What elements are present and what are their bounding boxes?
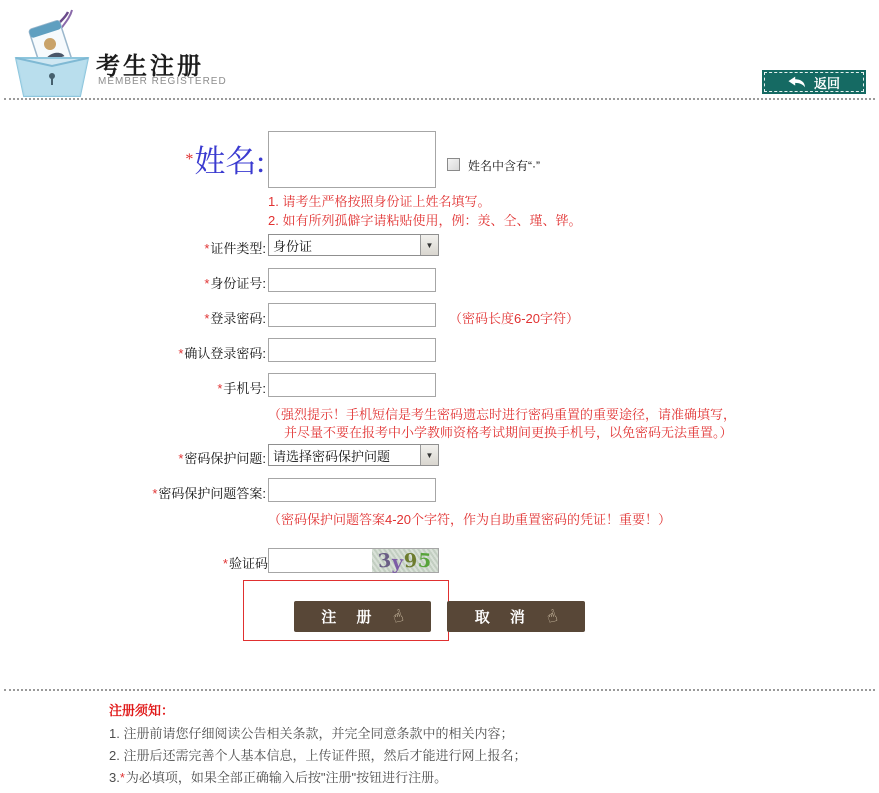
protect-question-selected-value: 请选择密码保护问题	[273, 448, 391, 464]
page-title: 考生注册	[96, 53, 204, 80]
back-button-label: 返回	[813, 75, 840, 91]
id-number-input[interactable]	[268, 268, 436, 292]
name-label: *姓名:	[185, 144, 265, 179]
required-asterisk: *	[204, 276, 210, 291]
required-asterisk: *	[217, 381, 223, 396]
ballot-box-logo-icon	[6, 6, 98, 98]
name-note-2: 2. 如有所列孤僻字请粘贴使用，例：羙、仝、瑾、铧。	[268, 213, 582, 228]
cancel-button-label: 取 消	[474, 609, 533, 626]
password-label: *登录密码:	[204, 311, 266, 326]
id-number-label: *身份证号:	[204, 276, 266, 291]
protect-answer-label: *密码保护问题答案:	[152, 486, 266, 501]
password-hint: （密码长度6-20字符）	[449, 311, 580, 326]
phone-hint-line2: 并尽量不要在报考中小学教师资格考试期间更换手机号，以免密码无法重置。）	[284, 425, 733, 440]
register-button-label: 注 册	[321, 609, 380, 626]
dropdown-arrow-icon[interactable]: ▼	[420, 445, 438, 465]
password-input[interactable]	[268, 303, 436, 327]
notice-title: 注册须知：	[109, 703, 175, 718]
protect-question-select[interactable]	[268, 444, 439, 466]
name-dot-checkbox[interactable]	[447, 158, 460, 171]
required-asterisk: *	[185, 151, 194, 168]
captcha-label: *验证码	[222, 556, 268, 571]
notice-item-2: 2. 注册后还需完善个人基本信息，上传证件照，然后才能进行网上报名；	[109, 748, 527, 763]
phone-hint-line1: （强烈提示！手机短信是考生密码遗忘时进行密码重置的重要途径，请准确填写，	[268, 407, 737, 422]
captcha-image[interactable]: 3 y 9 5	[372, 549, 438, 572]
required-asterisk: *	[204, 311, 210, 326]
id-type-selected-value: 身份证	[273, 238, 313, 254]
name-dot-checkbox-label: 姓名中含有“·”	[468, 159, 540, 173]
required-asterisk: *	[178, 346, 184, 361]
protect-answer-input[interactable]	[268, 478, 436, 502]
required-asterisk: *	[119, 770, 125, 785]
captcha-input[interactable]	[269, 549, 371, 572]
required-asterisk: *	[152, 486, 158, 501]
required-asterisk: *	[178, 451, 184, 466]
password-confirm-input[interactable]	[268, 338, 436, 362]
back-arrow-icon	[788, 76, 806, 88]
hand-cursor-icon: ☝	[390, 605, 407, 627]
page-subtitle: MEMBER REGISTERED	[98, 76, 227, 87]
password-confirm-label: *确认登录密码:	[178, 346, 266, 361]
hand-cursor-icon: ☝	[544, 605, 560, 627]
required-asterisk: *	[222, 556, 228, 571]
phone-input[interactable]	[268, 373, 436, 397]
id-type-select[interactable]	[268, 234, 439, 256]
protect-answer-hint: （密码保护问题答案4-20个字符，作为自助重置密码的凭证！重要！）	[268, 512, 672, 527]
required-asterisk: *	[204, 241, 210, 256]
footer-divider	[4, 689, 875, 691]
notice-item-1: 1. 注册前请您仔细阅读公告相关条款，并完全同意条款中的相关内容；	[109, 726, 514, 741]
captcha-field	[268, 548, 439, 573]
header-divider	[4, 98, 875, 100]
name-input[interactable]	[268, 131, 436, 188]
name-note-1: 1. 请考生严格按照身份证上姓名填写。	[268, 194, 491, 209]
phone-label: *手机号:	[217, 381, 266, 396]
back-button[interactable]	[762, 70, 866, 94]
dropdown-arrow-icon[interactable]: ▼	[420, 235, 438, 255]
cancel-button[interactable]	[447, 601, 585, 632]
id-type-label: *证件类型:	[204, 241, 266, 256]
protect-question-label: *密码保护问题:	[178, 451, 266, 466]
notice-item-3: 3.*为必填项，如果全部正确输入后按"注册"按钮进行注册。	[109, 770, 448, 785]
register-button[interactable]	[294, 601, 431, 632]
